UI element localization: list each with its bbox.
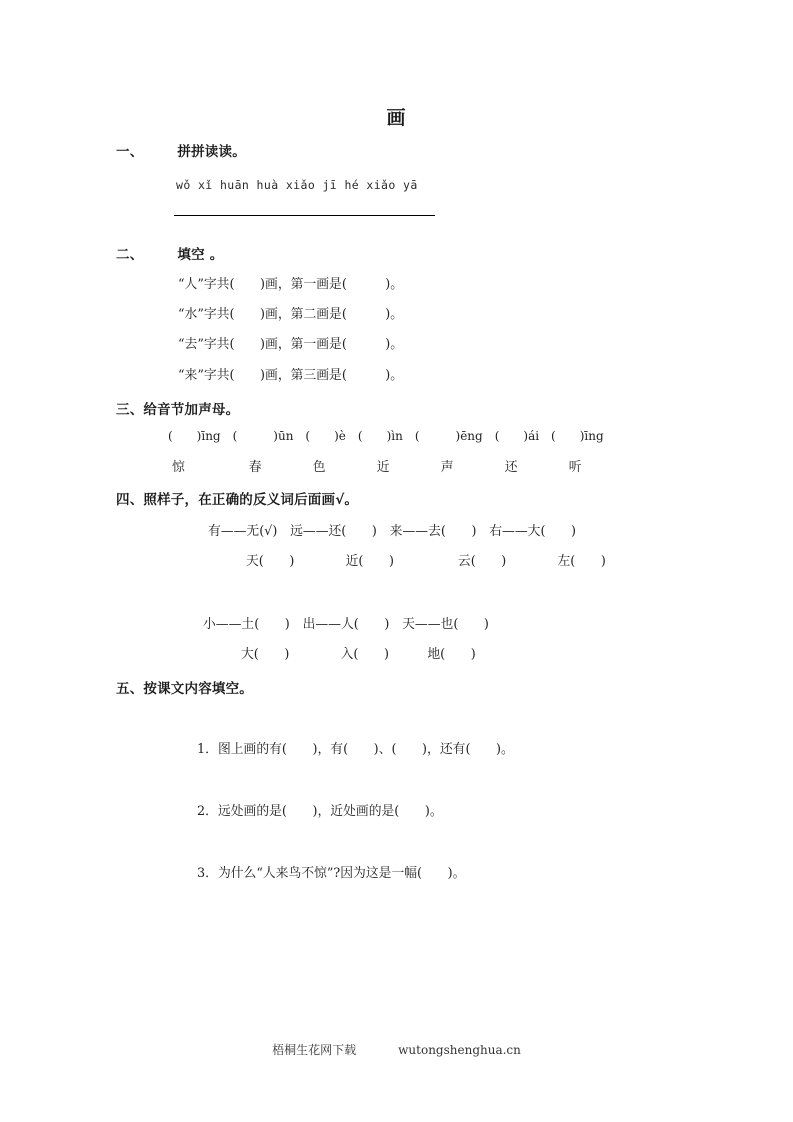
section-title-1: 拼拼读读。 xyxy=(177,144,246,160)
section-title-2: 填空 。 xyxy=(177,247,224,263)
section-title-5: 按课文内容填空。 xyxy=(143,681,254,697)
section-title-3: 给音节加声母。 xyxy=(143,402,240,418)
section-heading-3 xyxy=(116,398,239,418)
fill-blank-item[interactable]: “来”字共( )画，第三画是( )。 xyxy=(178,368,404,383)
section-heading-4 xyxy=(116,488,358,508)
footer-site-name: 梧桐生花网下载 xyxy=(272,1043,357,1057)
antonym-row-1[interactable]: 有——无(√) 远——还( ) 来——去( ) 右——大( ) xyxy=(208,524,577,539)
fill-blank-item[interactable]: “水”字共( )画，第二画是( )。 xyxy=(178,307,404,322)
antonym-row-2[interactable]: 天( ) 近( ) 云( ) 左( ) xyxy=(246,554,606,569)
pinyin-prompt-line: wǒ xǐ huān huà xiǎo jī hé xiǎo yā xyxy=(176,178,418,192)
section-number-2: 二、 xyxy=(116,247,144,263)
page-title: 画 xyxy=(386,107,407,129)
text-fill-item[interactable]: 1．图上画的有( )，有( )、( )，还有( )。 xyxy=(197,742,514,757)
antonym-row-4[interactable]: 大( ) 入( ) 地( ) xyxy=(241,647,476,662)
section-number-5: 五、 xyxy=(116,681,144,697)
section-heading-1 xyxy=(116,140,246,160)
syllable-blank-row[interactable]: ( )īng ( )ūn ( )è ( )ìn ( )ēng ( )ái ( )īng xyxy=(168,429,604,443)
syllable-character-row: 惊 春 色 近 声 还 听 xyxy=(172,460,582,475)
footer xyxy=(0,1041,793,1058)
text-fill-item[interactable]: 2．远处画的是( )，近处画的是( )。 xyxy=(197,804,443,819)
footer-site-url: wutongshenghua.cn xyxy=(398,1043,521,1057)
fill-blank-item[interactable]: “去”字共( )画，第一画是( )。 xyxy=(178,337,404,352)
section-number-1: 一、 xyxy=(116,144,144,160)
section-title-4: 照样子，在正确的反义词后面画√。 xyxy=(143,492,359,508)
antonym-row-3[interactable]: 小——土( ) 出——人( ) 天——也( ) xyxy=(203,617,489,632)
section-number-3: 三、 xyxy=(116,402,144,418)
fill-blank-item[interactable]: “人”字共( )画，第一画是( )。 xyxy=(178,277,404,292)
answer-write-rule[interactable] xyxy=(174,215,435,216)
text-fill-item[interactable]: 3．为什么“人来鸟不惊”?因为这是一幅( )。 xyxy=(197,866,466,881)
section-heading-2 xyxy=(116,243,223,263)
section-number-4: 四、 xyxy=(116,492,144,508)
section-heading-5 xyxy=(116,677,253,697)
